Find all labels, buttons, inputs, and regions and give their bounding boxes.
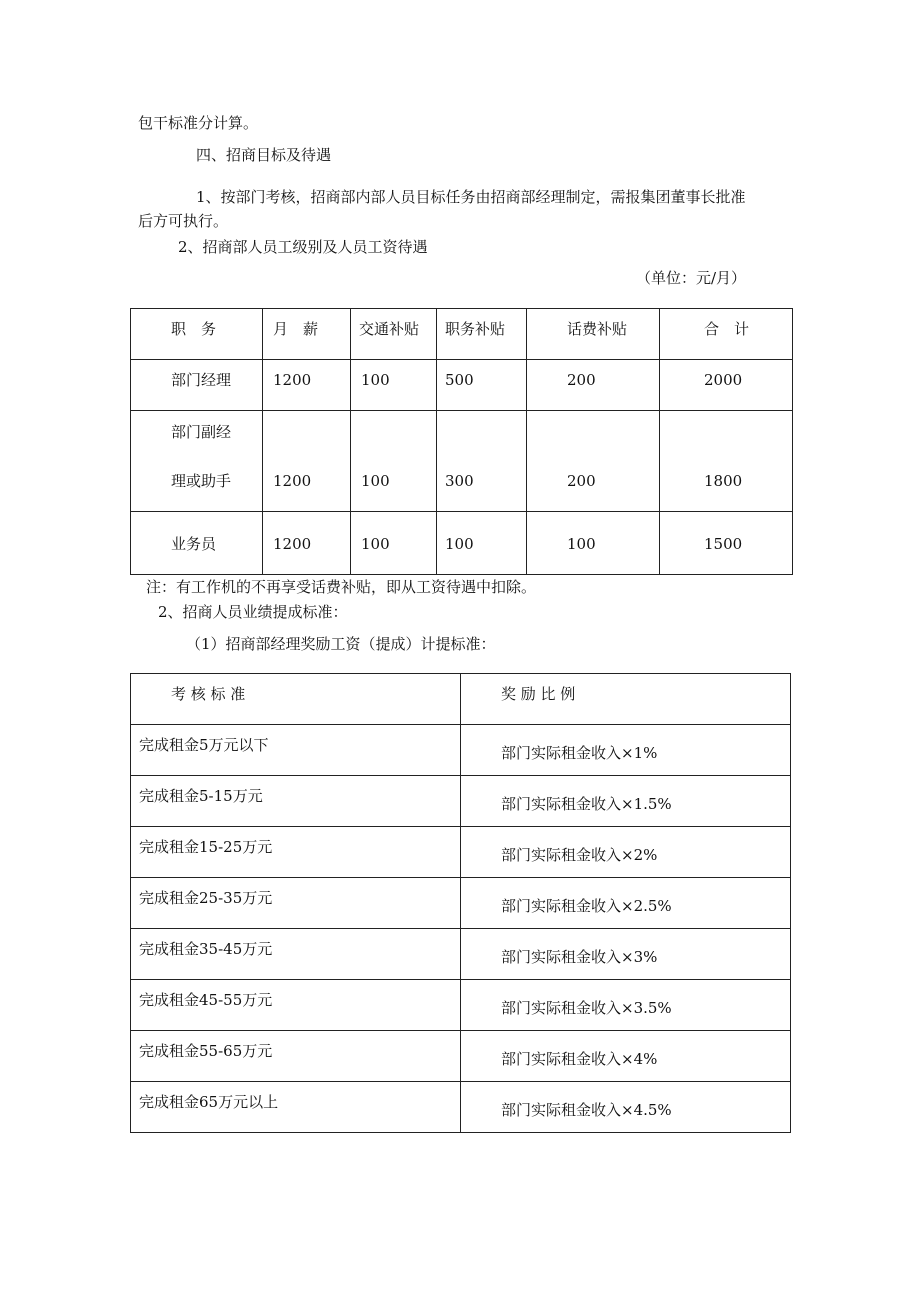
table-row bbox=[131, 929, 791, 980]
table-row bbox=[131, 725, 791, 776]
cell-ratio: 部门实际租金收入×4.5% bbox=[501, 1101, 672, 1119]
cell-duty: 300 bbox=[445, 472, 474, 490]
paragraph-bonus-heading: 2、招商人员业绩提成标准： bbox=[158, 603, 348, 621]
cell-transport: 100 bbox=[361, 371, 390, 389]
cell-transport: 100 bbox=[361, 472, 390, 490]
cell-standard: 完成租金15-25万元 bbox=[139, 838, 273, 856]
cell-ratio: 部门实际租金收入×3.5% bbox=[501, 999, 672, 1017]
cell-standard: 完成租金5-15万元 bbox=[139, 787, 263, 805]
cell-duty: 500 bbox=[445, 371, 474, 389]
paragraph-manager-bonus: （1）招商部经理奖励工资（提成）计提标准： bbox=[186, 635, 496, 653]
paragraph-target-line1: 1、按部门考核，招商部内部人员目标任务由招商部经理制定，需报集团董事长批准 bbox=[196, 188, 746, 206]
cell-salary: 1200 bbox=[273, 371, 312, 389]
cell-transport: 100 bbox=[361, 535, 390, 553]
header-ratio: 奖 励 比 例 bbox=[501, 685, 576, 703]
cell-ratio: 部门实际租金收入×2.5% bbox=[501, 897, 672, 915]
header-phone: 话费补贴 bbox=[567, 320, 628, 338]
table-row bbox=[131, 776, 791, 827]
cell-total: 1800 bbox=[704, 472, 743, 490]
table-row bbox=[131, 1031, 791, 1082]
cell-standard: 完成租金45-55万元 bbox=[139, 991, 273, 1009]
table-row bbox=[131, 980, 791, 1031]
table-row bbox=[131, 360, 793, 411]
cell-standard: 完成租金5万元以下 bbox=[139, 736, 269, 754]
table-row bbox=[131, 878, 791, 929]
cell-standard: 完成租金25-35万元 bbox=[139, 889, 273, 907]
cell-standard: 完成租金35-45万元 bbox=[139, 940, 273, 958]
table-row bbox=[131, 512, 793, 575]
salary-note: 注：有工作机的不再享受话费补贴，即从工资待遇中扣除。 bbox=[146, 578, 537, 596]
cell-position: 业务员 bbox=[171, 535, 217, 553]
cell-total: 1500 bbox=[704, 535, 743, 553]
cell-standard: 完成租金65万元以上 bbox=[139, 1093, 279, 1111]
table-row bbox=[131, 1082, 791, 1133]
cell-ratio: 部门实际租金收入×2% bbox=[501, 846, 658, 864]
cell-salary: 1200 bbox=[273, 472, 312, 490]
cell-position-line2: 理或助手 bbox=[171, 472, 232, 490]
cell-position-line1: 部门副经 bbox=[171, 423, 232, 441]
paragraph-standard-calc: 包干标准分计算。 bbox=[138, 114, 259, 132]
cell-salary: 1200 bbox=[273, 535, 312, 553]
salary-table bbox=[130, 308, 793, 575]
table-row bbox=[131, 827, 791, 878]
paragraph-salary-heading: 2、招商部人员工级别及人员工资待遇 bbox=[178, 238, 428, 256]
bonus-table-header-row bbox=[131, 674, 791, 725]
header-duty: 职务补贴 bbox=[445, 320, 506, 338]
salary-table-header-row bbox=[131, 309, 793, 360]
cell-total: 2000 bbox=[704, 371, 743, 389]
header-total: 合 计 bbox=[704, 320, 750, 338]
cell-ratio: 部门实际租金收入×1% bbox=[501, 744, 658, 762]
cell-ratio: 部门实际租金收入×4% bbox=[501, 1050, 658, 1068]
cell-duty: 100 bbox=[445, 535, 474, 553]
cell-ratio: 部门实际租金收入×1.5% bbox=[501, 795, 672, 813]
header-transport: 交通补贴 bbox=[359, 320, 420, 338]
unit-label: （单位：元/月） bbox=[636, 269, 747, 287]
header-position: 职 务 bbox=[171, 320, 217, 338]
bonus-table bbox=[130, 673, 791, 1133]
cell-phone: 200 bbox=[567, 371, 596, 389]
cell-standard: 完成租金55-65万元 bbox=[139, 1042, 273, 1060]
cell-phone: 200 bbox=[567, 472, 596, 490]
paragraph-target-line2: 后方可执行。 bbox=[138, 212, 229, 230]
cell-ratio: 部门实际租金收入×3% bbox=[501, 948, 658, 966]
table-row bbox=[131, 411, 793, 512]
cell-phone: 100 bbox=[567, 535, 596, 553]
section-heading-targets: 四、招商目标及待遇 bbox=[196, 146, 332, 164]
cell-position: 部门经理 bbox=[171, 371, 232, 389]
header-standard: 考 核 标 准 bbox=[171, 685, 246, 703]
header-salary: 月 薪 bbox=[273, 320, 319, 338]
